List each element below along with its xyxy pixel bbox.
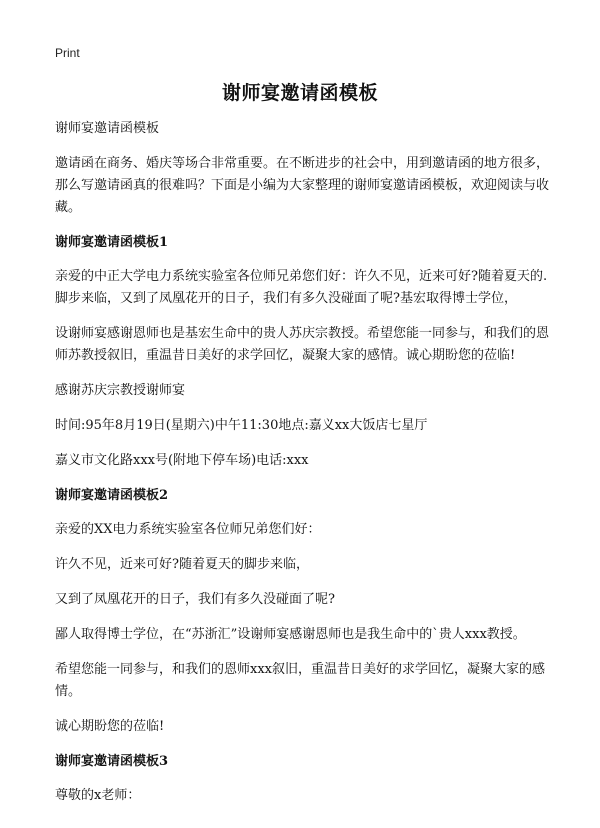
section-2-paragraph-3: 又到了凤凰花开的日子，我们有多久没碰面了呢? [55,592,335,607]
section-2-paragraph-5: 希望您能一同参与，和我们的恩师xxx叙旧，重温昔日美好的求学回忆，凝聚大家的感情。 [55,662,545,699]
intro-heading: 谢师宴邀请函模板 [55,121,160,136]
section-2-paragraph-4: 鄙人取得博士学位，在“苏浙汇”设谢师宴感谢恩师也是我生命中的`贵人xxx教授。 [55,627,526,642]
section-2-heading: 谢师宴邀请函模板2 [55,488,169,503]
section-1-paragraph-5: 嘉义市文化路xxx号(附地下停车场)电话:xxx [55,453,309,468]
section-1-paragraph-4: 时间:95年8月19日(星期六)中午11:30地点:嘉义xx大饭店七星厅 [55,418,428,433]
section-1-paragraph-1: 亲爱的中正大学电力系统实验室各位师兄弟您们好：许久不见，近来可好?随着夏天的.脚步来临，又到了凤凰花开的日子，我们有多久没碰面了呢?基宏取得博士学位， [55,269,548,306]
print-link[interactable]: Print [55,46,80,60]
section-2-paragraph-6: 诚心期盼您的莅临! [55,719,165,734]
section-1-paragraph-2: 设谢师宴感谢恩师也是基宏生命中的贵人苏庆宗教授。希望您能一同参与，和我们的恩师苏教授叙旧，重温昔日美好的求学回忆，凝聚大家的感情。诚心期盼您的莅临! [55,326,550,363]
section-2-paragraph-2: 许久不见，近来可好?随着夏天的脚步来临， [55,557,309,572]
document-body [55,118,555,820]
intro-paragraph: 邀请函在商务、婚庆等场合非常重要。在不断进步的社会中，用到邀请函的地方很多，那么写邀请函真的很难吗？下面是小编为大家整理的谢师宴邀请函模板，欢迎阅读与收藏。 [55,156,550,215]
section-1-paragraph-3: 感谢苏庆宗教授谢师宴 [55,383,186,398]
section-3-paragraph-1: 尊敬的x老师： [55,788,141,803]
section-2-paragraph-1: 亲爱的XX电力系统实验室各位师兄弟您们好： [55,522,321,537]
document-title: 谢师宴邀请函模板 [221,82,378,104]
section-3-heading: 谢师宴邀请函模板3 [55,754,169,769]
section-1-heading: 谢师宴邀请函模板1 [55,235,169,250]
